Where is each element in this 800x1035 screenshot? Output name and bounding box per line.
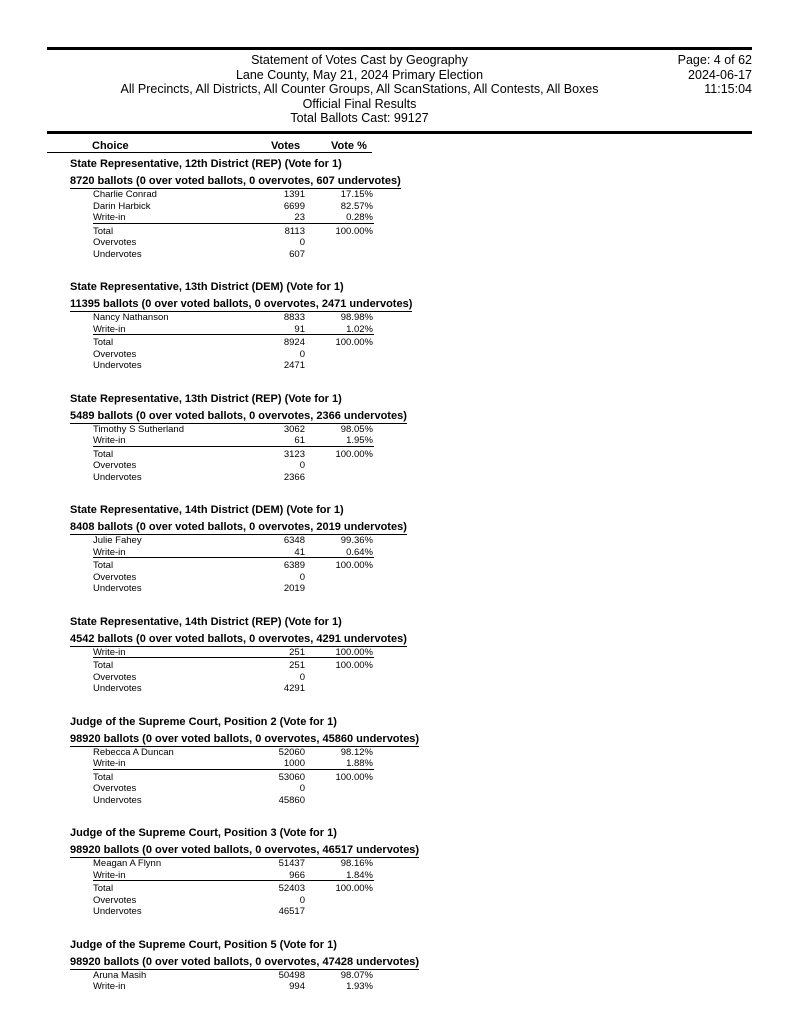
- total-ballots-cast: Total Ballots Cast: 99127: [290, 111, 429, 125]
- vote-count: 994: [289, 981, 305, 992]
- choice-name: Undervotes: [93, 683, 142, 694]
- results-status: Official Final Results: [302, 96, 417, 111]
- vote-count: 8924: [283, 337, 305, 348]
- choice-name: Write-in: [93, 546, 126, 558]
- header-bottom-rule: [47, 131, 752, 134]
- vote-count: 23: [294, 212, 305, 223]
- vote-count: 607: [289, 248, 305, 260]
- vote-count: 51437: [278, 858, 305, 869]
- vote-percent: 1.95%: [346, 435, 373, 446]
- result-row: [70, 360, 750, 372]
- result-row: [70, 460, 750, 472]
- report-scope: All Precincts, All Districts, All Counter Groups, All ScanStations, All Contests, All Boxes: [120, 82, 599, 96]
- result-row: [70, 249, 750, 261]
- contest-title: State Representative, 12th District (REP) (Vote for 1): [70, 158, 342, 170]
- vote-percent: 98.12%: [340, 746, 373, 758]
- vote-count: 6389: [283, 560, 305, 571]
- page-info: [678, 53, 752, 97]
- contest-summary: 8720 ballots (0 over voted ballots, 0 overvotes, 607 undervotes): [70, 175, 401, 187]
- contest-block: [70, 939, 750, 993]
- contest-title: State Representative, 13th District (DEM) (Vote for 1): [70, 281, 344, 293]
- vote-count: 966: [289, 869, 305, 881]
- result-row: [70, 535, 750, 547]
- choice-name: Julie Fahey: [93, 535, 142, 546]
- result-row: [70, 883, 750, 895]
- vote-percent: 1.02%: [346, 323, 373, 335]
- contest-title: State Representative, 13th District (REP) (Vote for 1): [70, 392, 342, 405]
- result-row: [70, 647, 750, 659]
- vote-count: 0: [299, 460, 305, 471]
- vote-count: 61: [294, 435, 305, 446]
- choice-name: Rebecca A Duncan: [93, 746, 174, 758]
- result-row: [70, 472, 750, 484]
- choice-name: Overvotes: [93, 460, 137, 471]
- result-row: [70, 783, 750, 795]
- result-row: [70, 212, 750, 224]
- vote-count: 4291: [283, 683, 305, 694]
- vote-count: 0: [299, 894, 305, 906]
- result-row: [70, 201, 750, 213]
- result-row: [70, 758, 750, 770]
- vote-count: 41: [294, 546, 305, 558]
- vote-count: 3123: [283, 448, 305, 460]
- result-row: [70, 981, 750, 993]
- vote-percent: 100.00%: [335, 883, 373, 894]
- vote-count: 0: [299, 783, 305, 794]
- vote-count: 251: [289, 646, 305, 658]
- choice-name: Meagan A Flynn: [93, 858, 162, 869]
- choice-name: Total: [93, 660, 114, 671]
- vote-count: 3062: [283, 423, 305, 435]
- choice-name: Nancy Nathanson: [93, 312, 169, 323]
- choice-name: Overvotes: [93, 671, 137, 683]
- vote-percent: 100.00%: [335, 771, 373, 783]
- choice-name: Total: [93, 225, 114, 237]
- vote-count: 52403: [278, 883, 305, 894]
- vote-count: 0: [299, 348, 305, 360]
- choice-name: Total: [93, 560, 114, 571]
- result-row: [70, 906, 750, 918]
- vote-count: 53060: [278, 771, 305, 783]
- choice-name: Undervotes: [93, 794, 142, 806]
- result-row: [70, 747, 750, 759]
- choice-name: Write-in: [93, 212, 126, 223]
- vote-count: 91: [294, 323, 305, 335]
- vote-percent: 1.84%: [346, 869, 373, 881]
- result-row: [70, 424, 750, 436]
- result-row: [70, 337, 750, 349]
- contest-block: [70, 158, 750, 260]
- contest-title: Judge of the Supreme Court, Position 2 (Vote for 1): [70, 715, 337, 728]
- choice-name: Darin Harbick: [93, 200, 151, 212]
- result-row: [70, 547, 750, 559]
- vote-percent: 0.28%: [346, 212, 373, 223]
- result-row: [70, 660, 750, 672]
- result-row: [70, 349, 750, 361]
- election-name: Lane County, May 21, 2024 Primary Election: [235, 67, 484, 82]
- result-row: [70, 226, 750, 238]
- vote-percent: 1.88%: [346, 758, 373, 769]
- vote-percent: 100.00%: [335, 646, 373, 658]
- contest-summary: 8408 ballots (0 over voted ballots, 0 overvotes, 2019 undervotes): [70, 521, 407, 533]
- result-row: [70, 672, 750, 684]
- vote-percent: 100.00%: [335, 560, 373, 571]
- vote-count: 0: [299, 237, 305, 248]
- choice-name: Charlie Conrad: [93, 189, 157, 200]
- vote-count: 1000: [283, 758, 305, 769]
- vote-percent: 98.98%: [340, 312, 373, 323]
- vote-percent: 98.16%: [340, 858, 373, 869]
- choice-name: Total: [93, 883, 114, 894]
- choice-name: Undervotes: [93, 906, 142, 917]
- contest-title: State Representative, 14th District (REP) (Vote for 1): [70, 615, 342, 628]
- vote-percent: 98.07%: [340, 969, 373, 981]
- contest-summary: 98920 ballots (0 over voted ballots, 0 overvotes, 47428 undervotes): [70, 955, 420, 968]
- vote-count: 251: [289, 660, 305, 671]
- contest-title: Judge of the Supreme Court, Position 3 (Vote for 1): [70, 827, 337, 839]
- vote-percent: 1.93%: [346, 981, 373, 992]
- choice-name: Write-in: [93, 323, 126, 335]
- vote-count: 8833: [283, 312, 305, 323]
- result-row: [70, 237, 750, 249]
- vote-percent: 0.64%: [346, 546, 373, 558]
- choice-name: Total: [93, 448, 114, 460]
- vote-percent: 17.15%: [340, 189, 373, 200]
- vote-count: 6699: [283, 200, 305, 212]
- contest-block: [70, 716, 750, 807]
- result-row: [70, 970, 750, 982]
- choice-name: Undervotes: [93, 360, 142, 371]
- choice-name: Total: [93, 771, 114, 783]
- choice-name: Overvotes: [93, 783, 137, 794]
- vote-count: 2019: [283, 583, 305, 594]
- contest-block: [70, 827, 750, 918]
- vote-percent: 100.00%: [335, 660, 373, 671]
- vote-count: 2471: [283, 360, 305, 371]
- result-row: [70, 324, 750, 336]
- page-number: Page: 4 of 62: [677, 53, 752, 67]
- result-row: [70, 560, 750, 572]
- result-row: [70, 189, 750, 201]
- result-row: [70, 449, 750, 461]
- vote-percent: 98.05%: [340, 423, 373, 435]
- choice-name: Write-in: [93, 758, 126, 769]
- result-row: [70, 572, 750, 584]
- vote-count: 8113: [284, 225, 305, 237]
- column-header-votes: Votes: [271, 140, 301, 152]
- vote-count: 52060: [278, 746, 305, 758]
- report-header: [47, 53, 752, 126]
- contest-block: [70, 616, 750, 695]
- choice-name: Write-in: [93, 435, 126, 446]
- contest-summary: 98920 ballots (0 over voted ballots, 0 overvotes, 46517 undervotes): [70, 844, 420, 856]
- result-row: [70, 870, 750, 882]
- choice-name: Write-in: [93, 981, 126, 992]
- vote-count: 0: [299, 571, 305, 583]
- choice-name: Overvotes: [93, 348, 137, 360]
- contest-title: Judge of the Supreme Court, Position 5 (Vote for 1): [70, 938, 337, 951]
- contest-block: [70, 281, 750, 372]
- vote-count: 46517: [278, 906, 305, 917]
- contest-block: [70, 504, 750, 595]
- vote-count: 2366: [283, 471, 305, 483]
- contest-summary: 98920 ballots (0 over voted ballots, 0 overvotes, 45860 undervotes): [70, 732, 420, 745]
- vote-count: 0: [299, 671, 305, 683]
- result-row: [70, 312, 750, 324]
- choice-name: Undervotes: [93, 471, 142, 483]
- vote-count: 50498: [278, 969, 305, 981]
- choice-name: Undervotes: [93, 583, 142, 594]
- report-date: 2024-06-17: [688, 67, 752, 82]
- contest-summary: 5489 ballots (0 over voted ballots, 0 overvotes, 2366 undervotes): [70, 409, 407, 422]
- vote-percent: 100.00%: [335, 225, 373, 237]
- result-row: [70, 858, 750, 870]
- result-row: [70, 683, 750, 695]
- contest-block: [70, 393, 750, 484]
- column-header-rule: [47, 152, 372, 153]
- choice-name: Write-in: [93, 869, 126, 881]
- vote-percent: 82.57%: [340, 200, 373, 212]
- choice-name: Overvotes: [93, 894, 137, 906]
- contest-summary: 4542 ballots (0 over voted ballots, 0 overvotes, 4291 undervotes): [70, 632, 407, 645]
- contest-summary: 11395 ballots (0 over voted ballots, 0 overvotes, 2471 undervotes): [70, 298, 413, 310]
- choice-name: Overvotes: [93, 237, 137, 248]
- choice-name: Write-in: [93, 646, 126, 658]
- vote-percent: 100.00%: [335, 337, 373, 348]
- choice-name: Overvotes: [93, 571, 137, 583]
- choice-name: Undervotes: [93, 248, 142, 260]
- result-row: [70, 895, 750, 907]
- report-time: 11:15:04: [704, 82, 752, 96]
- column-header-choice: Choice: [92, 140, 129, 152]
- choice-name: Total: [93, 337, 114, 348]
- result-row: [70, 583, 750, 595]
- report-title: Statement of Votes Cast by Geography: [251, 53, 468, 67]
- contest-list: [70, 158, 750, 1014]
- choice-name: Aruna Masih: [93, 969, 147, 981]
- header-top-rule: [47, 47, 752, 50]
- vote-percent: 99.36%: [340, 535, 373, 546]
- vote-count: 45860: [278, 794, 305, 806]
- result-row: [70, 772, 750, 784]
- vote-count: 1391: [283, 189, 305, 200]
- contest-title: State Representative, 14th District (DEM) (Vote for 1): [70, 504, 344, 516]
- vote-percent: 100.00%: [335, 448, 373, 460]
- choice-name: Timothy S Sutherland: [93, 423, 184, 435]
- result-row: [70, 435, 750, 447]
- column-header-pct: Vote %: [331, 140, 367, 152]
- vote-count: 6348: [283, 535, 305, 546]
- result-row: [70, 795, 750, 807]
